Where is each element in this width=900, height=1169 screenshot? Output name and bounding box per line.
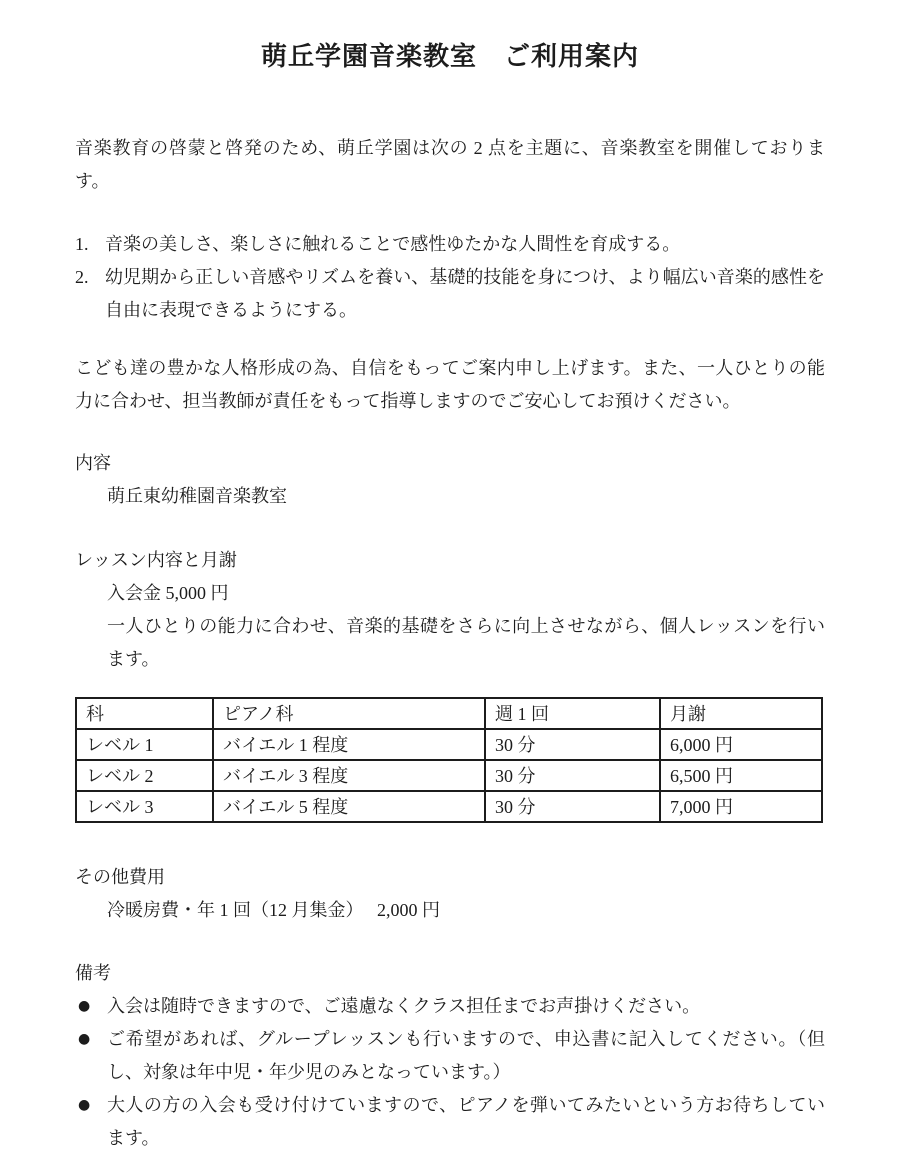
note-text: 大人の方の入会も受け付けていますので、ピアノを弾いてみたいという方お待ちしています。 <box>107 1095 825 1148</box>
intro-paragraph: 音楽教育の啓蒙と啓発のため、萌丘学園は次の 2 点を主題に、音楽教室を開催しております。 <box>75 138 825 191</box>
table-cell: バイエル 3 程度 <box>213 760 485 791</box>
bullet-icon: ● <box>78 998 91 1014</box>
list-item <box>75 228 825 261</box>
admission-fee: 入会金 5,000 円 <box>107 583 229 603</box>
note-text: 入会は随時できますので、ご遠慮なくクラス担任までお声掛けください。 <box>107 996 701 1016</box>
pledge-paragraph: こども達の豊かな人格形成の為、自信をもってご案内申し上げます。また、一人ひとりの能力に合わせ、担当教師が責任をもって指導しますのでご安心してお預けください。 <box>75 358 825 411</box>
table-row <box>76 760 822 791</box>
table-header-cell: 科 <box>76 698 213 729</box>
list-item-text: 幼児期から正しい音感やリズムを養い、基礎的技能を身につけ、より幅広い音楽的感性を自由に表現できるようにする。 <box>105 267 825 320</box>
list-item-number: 2. <box>75 267 89 287</box>
table-cell: 6,500 円 <box>660 760 822 791</box>
note-item <box>75 990 825 1023</box>
table-cell: 7,000 円 <box>660 791 822 822</box>
table-cell: レベル 1 <box>76 729 213 760</box>
table-cell: 30 分 <box>485 729 660 760</box>
content-body: 萌丘東幼稚園音楽教室 <box>107 486 287 506</box>
section-heading-other-fees: その他費用 <box>75 867 165 887</box>
other-fees-body: 冷暖房費・年 1 回（12 月集金） 2,000 円 <box>107 900 440 920</box>
fee-table <box>75 697 823 823</box>
notes-section <box>75 957 825 1155</box>
other-fees-section <box>75 861 825 927</box>
section-heading-notes: 備考 <box>75 963 111 983</box>
list-item <box>75 261 825 327</box>
lesson-description: 一人ひとりの能力に合わせ、音楽的基礎をさらに向上させながら、個人レッスンを行います。 <box>107 616 825 669</box>
bullet-icon: ● <box>78 1097 91 1113</box>
table-header-cell: 週 1 回 <box>485 698 660 729</box>
table-header-row <box>76 698 822 729</box>
section-heading-lesson: レッスン内容と月謝 <box>75 550 237 570</box>
document-title: 萌丘学園音楽教室 ご利用案内 <box>260 42 639 71</box>
table-header-cell: ピアノ科 <box>213 698 485 729</box>
table-cell: バイエル 5 程度 <box>213 791 485 822</box>
content-section <box>75 447 825 513</box>
bullet-icon: ● <box>78 1031 91 1047</box>
table-cell: 30 分 <box>485 760 660 791</box>
objectives-list <box>75 228 825 327</box>
table-cell: レベル 2 <box>76 760 213 791</box>
note-text: ご希望があれば、グループレッスンも行いますので、申込書に記入してください。（但し、対象は年中児・年少児のみとなっています。） <box>107 1029 825 1082</box>
lesson-section <box>75 544 825 676</box>
table-cell: バイエル 1 程度 <box>213 729 485 760</box>
note-item <box>75 1089 825 1155</box>
table-cell: レベル 3 <box>76 791 213 822</box>
table-header-cell: 月謝 <box>660 698 822 729</box>
table-cell: 6,000 円 <box>660 729 822 760</box>
section-heading-content: 内容 <box>75 453 111 473</box>
table-row <box>76 729 822 760</box>
notes-list <box>75 990 825 1155</box>
list-item-number: 1. <box>75 234 89 254</box>
table-row <box>76 791 822 822</box>
table-cell: 30 分 <box>485 791 660 822</box>
list-item-text: 音楽の美しさ、楽しさに触れることで感性ゆたかな人間性を育成する。 <box>105 234 681 254</box>
note-item <box>75 1023 825 1089</box>
